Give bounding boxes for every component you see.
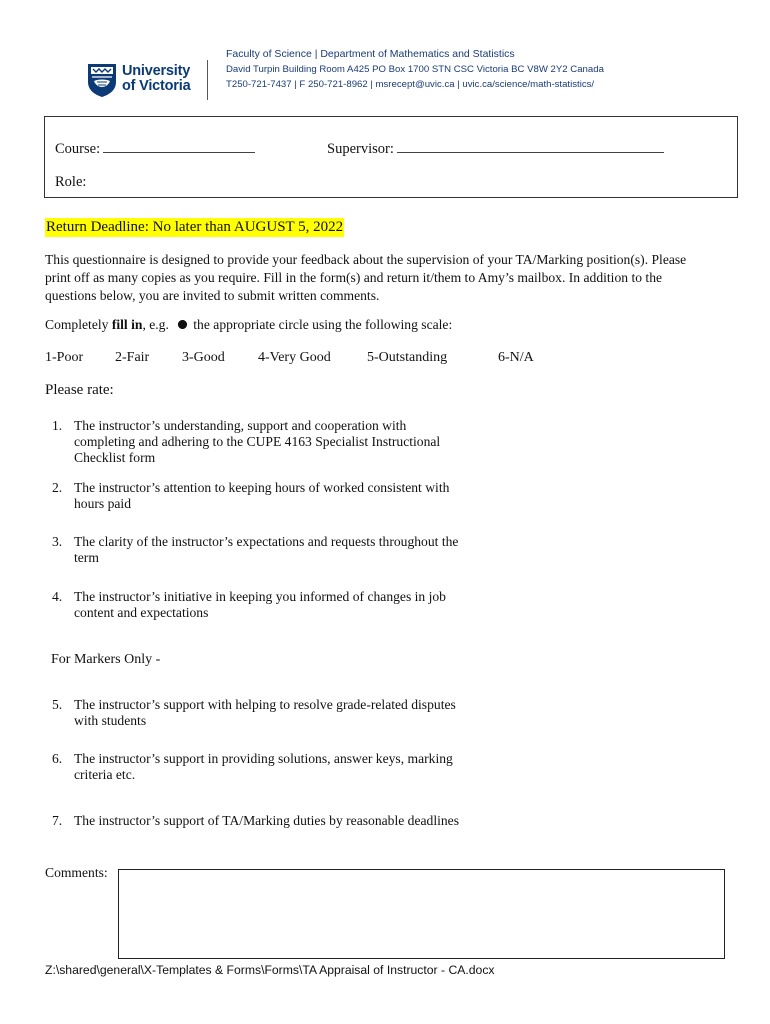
question-line: term: [74, 550, 99, 565]
question-line: completing and adhering to the CUPE 4163 Specialist Instructional: [74, 434, 441, 449]
question-line: with students: [74, 713, 147, 728]
question-line: The clarity of the instructor’s expectations and requests throughout the: [74, 534, 459, 549]
question-number: 1.: [52, 418, 63, 433]
scale-option: 2-Fair: [115, 350, 150, 365]
question-text: [74, 480, 494, 512]
faculty-line: Faculty of Science | Department of Mathematics and Statistics: [226, 48, 515, 60]
scale-option: 6-N/A: [498, 350, 534, 365]
question-line: The instructor’s initiative in keeping you informed of changes in job: [74, 589, 446, 604]
question-text: [74, 697, 494, 729]
intro-paragraph: [45, 251, 725, 305]
address-line: David Turpin Building Room A425 PO Box 1700 STN CSC Victoria BC V8W 2Y2 Canada: [226, 64, 604, 75]
question-number: 7.: [52, 813, 63, 828]
university-logo: [86, 60, 196, 100]
logo-line-2: of Victoria: [122, 78, 191, 94]
fill-prefix: Completely: [45, 317, 109, 332]
question-text: [74, 813, 494, 829]
question-line: hours paid: [74, 496, 132, 511]
please-rate-heading: Please rate:: [45, 382, 114, 398]
intro-line: questions below, you are invited to submit written comments.: [45, 288, 380, 303]
question-line: criteria etc.: [74, 767, 136, 782]
supervisor-label: Supervisor:: [327, 141, 394, 157]
course-field[interactable]: [55, 140, 255, 158]
question-line: content and expectations: [74, 605, 209, 620]
question-line: The instructor’s support with helping to resolve grade-related disputes: [74, 697, 456, 712]
scale-option: 3-Good: [182, 350, 225, 365]
scale-option: 5-Outstanding: [367, 350, 448, 365]
question-text: [74, 751, 494, 783]
logo-line-1: University: [122, 63, 191, 79]
question-line: The instructor’s support of TA/Marking duties by reasonable deadlines: [74, 813, 459, 828]
question-number: 4.: [52, 589, 63, 604]
question-line: The instructor’s attention to keeping hours of worked consistent with: [74, 480, 450, 495]
intro-line: This questionnaire is designed to provide your feedback about the supervision of your TA/Marking position(s). Please: [45, 252, 687, 267]
fill-instruction: [45, 316, 452, 334]
fill-suffix: the appropriate circle using the following scale:: [193, 317, 453, 332]
header-info: [226, 47, 604, 92]
question-text: [74, 589, 494, 621]
question-number: 5.: [52, 697, 63, 712]
role-field[interactable]: [55, 174, 86, 191]
course-line[interactable]: [103, 140, 255, 153]
contact-line: T250-721-7437 | F 250-721-8962 | msrecept@uvic.ca | uvic.ca/science/math-statistics/: [226, 79, 595, 90]
question-text: [74, 418, 494, 466]
question-number: 6.: [52, 751, 63, 766]
course-label: Course:: [55, 141, 101, 157]
question-line: The instructor’s support in providing solutions, answer keys, marking: [74, 751, 453, 766]
filled-circle-icon: [178, 320, 187, 329]
markers-only-heading: For Markers Only -: [51, 652, 161, 667]
return-deadline: Return Deadline: No later than AUGUST 5, 2022: [46, 219, 344, 235]
supervisor-field[interactable]: [327, 140, 664, 158]
fill-bold: fill in: [111, 317, 143, 332]
role-label: Role:: [55, 174, 87, 190]
question-line: The instructor’s understanding, support and cooperation with: [74, 418, 407, 433]
uvic-crest-icon: [86, 62, 118, 98]
scale-option: 1-Poor: [45, 350, 84, 365]
question-text: [74, 534, 494, 566]
comments-box[interactable]: [118, 869, 725, 959]
fill-mid: , e.g.: [142, 317, 169, 332]
comments-label: Comments:: [45, 865, 108, 880]
header-divider: [207, 60, 208, 100]
supervisor-line[interactable]: [397, 140, 664, 153]
intro-line: print off as many copies as you require. Fill in the form(s) and return it/them to Amy’s mailbox. In addition to the: [45, 270, 663, 285]
footer-file-path: Z:\shared\general\X-Templates & Forms\Forms\TA Appraisal of Instructor - CA.docx: [45, 963, 495, 977]
scale-option: 4-Very Good: [258, 350, 331, 365]
logo-wordmark: [122, 64, 190, 94]
question-number: 2.: [52, 480, 63, 495]
question-number: 3.: [52, 534, 63, 549]
question-line: Checklist form: [74, 450, 156, 465]
